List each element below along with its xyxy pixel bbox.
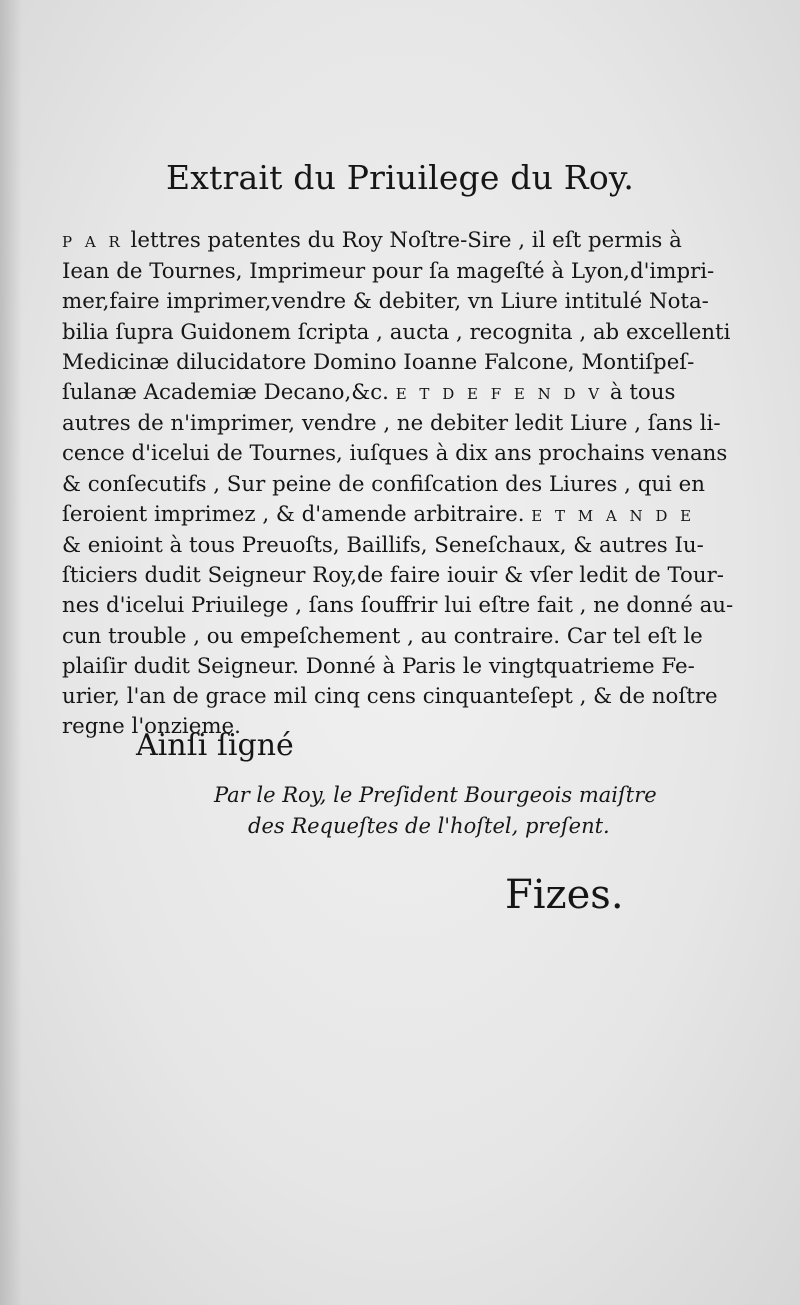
signatory-block	[214, 780, 694, 842]
text-line: Medicinæ dilucidatore Domino Ioanne Falcone, Montiſpeſ-	[62, 349, 695, 375]
text-line: mer,faire imprimer,vendre & debiter, vn Liure intitulé Nota-	[62, 289, 709, 315]
text-line: plaiſir dudit Seigneur. Donné à Paris le vingtquatrieme Fe-	[62, 653, 695, 679]
text-line: urier, l'an de grace mil cinq cens cinquanteſept , & de noſtre	[62, 684, 718, 710]
text-line: cun trouble , ou empeſchement , au contraire. Car tel eſt le	[62, 623, 703, 649]
privilege-text	[62, 226, 734, 742]
text-line: cence d'icelui de Tournes, iuſques à dix ans prochains venans	[62, 441, 728, 467]
text-line: nes d'icelui Priuilege , ſans ſouffrir lui eſtre fait , ne donné au-	[62, 593, 734, 619]
smallcaps-par: P A R	[62, 233, 124, 251]
text-line: Iean de Tournes, Imprimeur pour ſa mageſté à Lyon,d'impri-	[62, 259, 715, 285]
text-line: autres de n'imprimer, vendre , ne debiter ledit Liure , ſans li-	[62, 411, 721, 437]
text-line: & enioint à tous Preuoſts, Baillifs, Seneſchaux, & autres Iu-	[62, 533, 704, 559]
text-line: P A R lettres patentes du Roy Noſtre-Sire , il eſt permis à	[62, 228, 682, 253]
text-line: ſticiers dudit Seigneur Roy,de faire iouir & vſer ledit de Tour-	[62, 563, 724, 589]
ainsi-signe: Ainſi ſigné	[136, 728, 294, 763]
page-title: Extrait du Priuilege du Roy.	[165, 158, 635, 197]
signatory-line: Par le Roy, le Preſident Bourgeois maiſtre	[214, 783, 657, 807]
page-edge-shadow	[0, 0, 22, 1305]
text-line: bilia ſupra Guidonem ſcripta , aucta , recognita , ab excellenti	[62, 319, 731, 345]
text-line: & conſecutifs , Sur peine de confiſcation des Liures , qui en	[62, 471, 705, 497]
smallcaps-et-defendu: E T D E F E N D V	[395, 385, 604, 404]
signatory-line: des Requeſtes de l'hoſtel, preſent.	[248, 814, 610, 838]
text-line: ſulanæ Academiæ Decano,&c. E T D E F E N D V à tous	[62, 380, 676, 406]
text-line: ſeroient imprimez , & d'amende arbitraire. E T M A N D E	[62, 501, 696, 527]
smallcaps-et-mande: E T M A N D E	[531, 506, 696, 525]
signature-fizes: Fizes.	[505, 872, 624, 918]
text-line: regne l'onzieme.	[62, 714, 241, 740]
